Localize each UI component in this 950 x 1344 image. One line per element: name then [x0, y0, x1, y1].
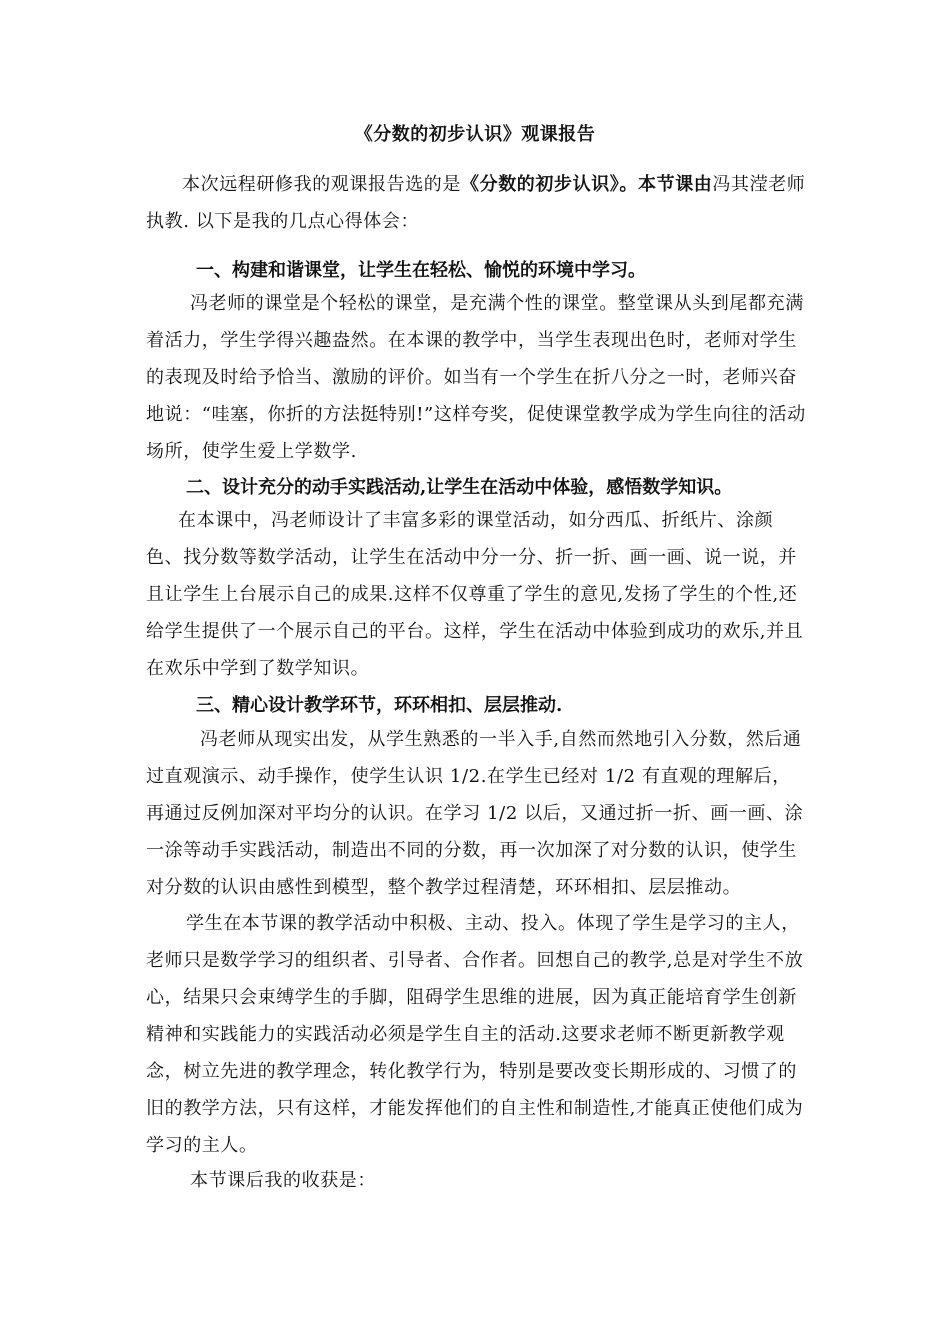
intro-suffix: 冯其滢老师执教. 以下是我的几点心得体会：: [146, 174, 806, 232]
intro-mid: 。本节课由: [619, 174, 713, 195]
paragraph-4: 学生在本节课的教学活动中积极、主动、投入。体现了学生是学习的主人，老师只是数学学习的组织者、引导者、合作者。回想自己的教学,总是对学生不放心，结果只会束缚学生的手脚，阻碍学生思维的进展，因为真正能培育学生创新精神和实践能力的实践活动必须是学生自主的活动.这要求老师不断更新教学观念，树立先进的教学理念，转化教学行为，特别是要改变长期形成的、习惯了的旧的教学方法，只有这样，才能发挥他们的自主性和制造性,才能真正使他们成为学习的主人。: [146, 913, 804, 1156]
section2-body: 在本课中，冯老师设计了丰富多彩的课堂活动，如分西瓜、折纸片、涂颜色、找分数等数学活动，让学生在活动中分一分、折一折、画一画、说一说，并且让学生上台展示自己的成果.这样不仅尊重了学生的意见,发扬了学生的个性,还给学生提供了一个展示自己的平台。这样，学生在活动中体验到成功的欢乐,并且在欢乐中学到了数学知识。: [146, 510, 804, 679]
section3-heading: 三、精心设计教学环节，环环相扣、层层推动.: [196, 695, 563, 716]
section1-body: 冯老师的课堂是个轻松的课堂，是充满个性的课堂。整堂课从头到尾都充满着活力，学生学得兴趣盎然。在本课的教学中，当学生表现出色时，老师对学生的表现及时给予恰当、激励的评价。如当有一个学生在折八分之一时，老师兴奋地说：“哇塞，你折的方法挺特别!”这样夸奖，促使课堂教学成为学生向往的活动场所，使学生爱上学数学.: [146, 293, 806, 462]
document-title: 《分数的初步认识》观课报告: [354, 124, 596, 145]
intro-prefix: 本次远程研修我的观课报告选的是: [182, 174, 461, 195]
paragraph-5: 本节课后我的收获是：: [190, 1170, 376, 1191]
intro-paragraph: [146, 166, 806, 240]
intro-book-title: 《分数的初步认识》: [461, 174, 620, 195]
section1-heading: 一、构建和谐课堂，让学生在轻松、愉悦的环境中学习。: [196, 260, 646, 281]
section3-body: 冯老师从现实出发，从学生熟悉的一半入手,自然而然地引入分数，然后通过直观演示、动手操作，使学生认识 1/2.在学生已经对 1/2 有直观的理解后，再通过反例加深对平均分的认识。在学习 1/2 以后，又通过折一折、画一画、涂一涂等动手实践活动，制造出不同的分数，再一次加深了对分数的认识，使学生对分数的认识由感性到模型，整个教学过程清楚，环环相扣、层层推动。: [146, 729, 804, 898]
section2-heading: 二、设计充分的动手实践活动,让学生在活动中体验，感悟数学知识。: [186, 477, 733, 498]
